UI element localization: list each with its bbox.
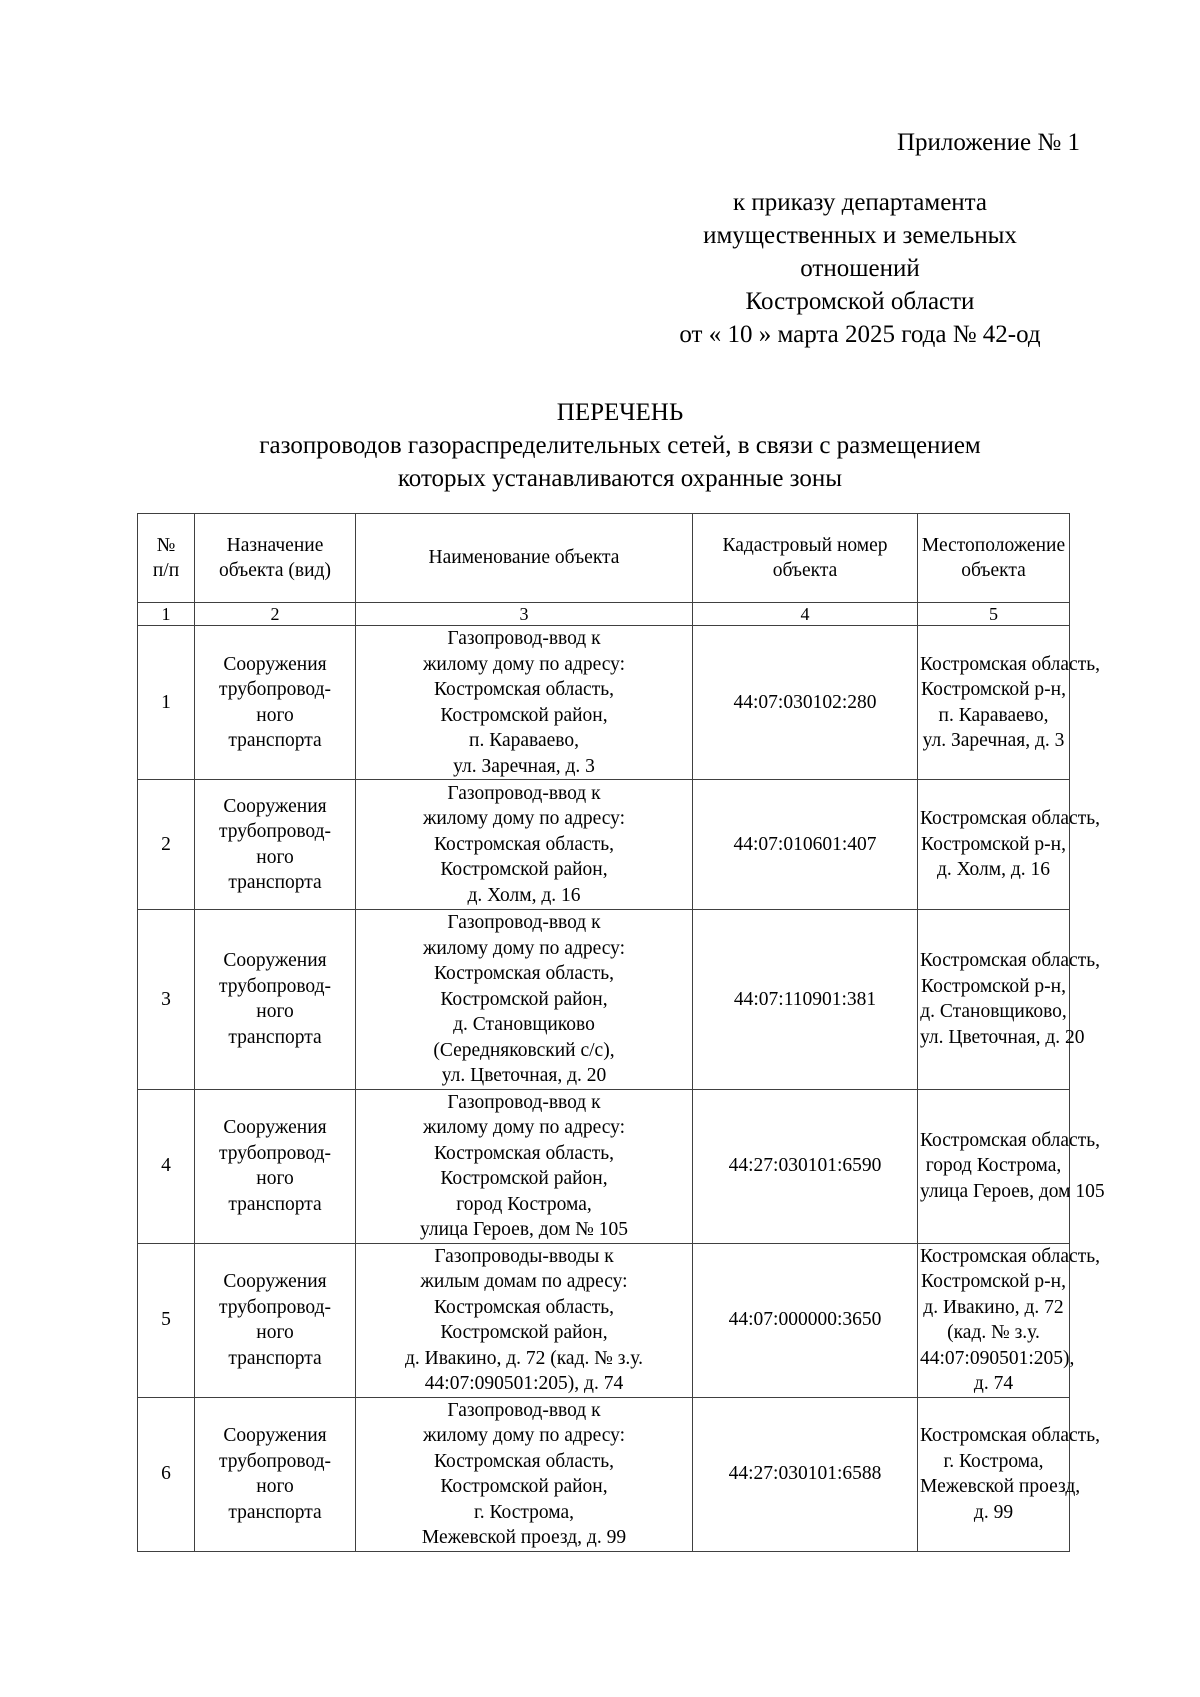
title-line: ПЕРЕЧЕНЬ (556, 399, 684, 426)
row-cadastral-number: 44:27:030101:6588 (693, 1397, 918, 1551)
row-location: Костромская область, Костромской р-н, д. Ивакино, д. 72 (кад. № з.у. 44:07:090501:205), д. 74 (918, 1243, 1070, 1397)
appendix-label: Приложение № 1 (896, 129, 1080, 156)
title-line: которых устанавливаются охранные зоны (397, 465, 843, 492)
table-row (138, 1397, 1070, 1551)
column-number: 2 (195, 603, 356, 626)
row-purpose: Сооружения трубопровод- ного транспорта (195, 1243, 356, 1397)
title-line: газопроводов газораспределительных сетей, в связи с размещением (259, 432, 981, 459)
header-location: Местоположение объекта (918, 514, 1070, 603)
row-location: Костромская область, г. Кострома, Межевской проезд, д. 99 (918, 1397, 1070, 1551)
row-purpose: Сооружения трубопровод- ного транспорта (195, 780, 356, 910)
table-row (138, 910, 1070, 1090)
row-num: 5 (138, 1243, 195, 1397)
row-object-name: Газопровод-ввод к жилому дому по адресу: Костромская область, Костромской район, д. Холм, д. 16 (356, 780, 693, 910)
row-object-name: Газопровод-ввод к жилому дому по адресу: Костромская область, Костромской район, город Кострома, улица Героев, дом № 105 (356, 1089, 693, 1243)
row-object-name: Газопроводы-вводы к жилым домам по адресу: Костромская область, Костромской район, д. Ивакино, д. 72 (кад. № з.у. 44:07:090501:205), д. 74 (356, 1243, 693, 1397)
row-num: 6 (138, 1397, 195, 1551)
row-purpose: Сооружения трубопровод- ного транспорта (195, 1397, 356, 1551)
row-purpose: Сооружения трубопровод- ного транспорта (195, 910, 356, 1090)
row-cadastral-number: 44:07:030102:280 (693, 626, 918, 780)
row-cadastral-number: 44:07:110901:381 (693, 910, 918, 1090)
row-location: Костромская область, город Кострома, улица Героев, дом 105 (918, 1089, 1070, 1243)
row-cadastral-number: 44:27:030101:6590 (693, 1089, 918, 1243)
table-header-row (138, 514, 1070, 603)
order-reference (600, 186, 1120, 351)
row-object-name: Газопровод-ввод к жилому дому по адресу: Костромская область, Костромской район, г. Кострома, Межевской проезд, д. 99 (356, 1397, 693, 1551)
row-num: 2 (138, 780, 195, 910)
order-line: к приказу департамента (732, 189, 988, 216)
header-name: Наименование объекта (356, 514, 693, 603)
row-cadastral-number: 44:07:010601:407 (693, 780, 918, 910)
row-location: Костромская область, Костромской р-н, п. Караваево, ул. Заречная, д. 3 (918, 626, 1070, 780)
order-line: имущественных и земельных (703, 222, 1017, 249)
column-number-row (138, 603, 1070, 626)
table-row (138, 1089, 1070, 1243)
order-line: Костромской области (745, 288, 975, 315)
row-num: 1 (138, 626, 195, 780)
row-purpose: Сооружения трубопровод- ного транспорта (195, 626, 356, 780)
column-number: 3 (356, 603, 693, 626)
row-location: Костромская область, Костромской р-н, д. Холм, д. 16 (918, 780, 1070, 910)
order-line: отношений (800, 255, 920, 282)
table-row (138, 1243, 1070, 1397)
row-object-name: Газопровод-ввод к жилому дому по адресу: Костромская область, Костромской район, п. Караваево, ул. Заречная, д. 3 (356, 626, 693, 780)
header-purpose: Назначение объекта (вид) (195, 514, 356, 603)
row-cadastral-number: 44:07:000000:3650 (693, 1243, 918, 1397)
row-num: 4 (138, 1089, 195, 1243)
column-number: 1 (138, 603, 195, 626)
pipeline-registry-table (137, 513, 1105, 1552)
table-row (138, 626, 1070, 780)
row-location: Костромская область, Костромской р-н, д. Становщиково, ул. Цветочная, д. 20 (918, 910, 1070, 1090)
document-title (120, 396, 1120, 495)
table-row (138, 780, 1070, 910)
row-num: 3 (138, 910, 195, 1090)
header-num: № п/п (138, 514, 195, 603)
row-object-name: Газопровод-ввод к жилому дому по адресу: Костромская область, Костромской район, д. Становщиково (Середняковский с/с), ул. Цветочная, д. 20 (356, 910, 693, 1090)
order-line: от « 10 » марта 2025 года № 42-од (679, 321, 1041, 348)
header-cadastral: Кадастровый номер объекта (693, 514, 918, 603)
row-purpose: Сооружения трубопровод- ного транспорта (195, 1089, 356, 1243)
column-number: 4 (693, 603, 918, 626)
column-number: 5 (918, 603, 1070, 626)
